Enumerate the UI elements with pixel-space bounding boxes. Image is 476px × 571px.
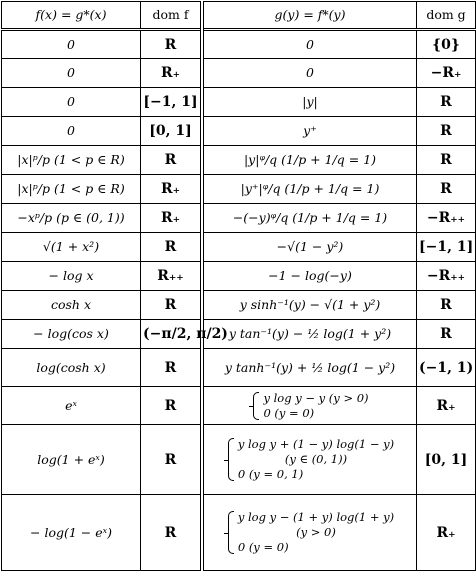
- dom-f-cell: R: [141, 425, 203, 495]
- f-cell: 0: [2, 117, 141, 146]
- header-g: g(y) = f*(y): [202, 2, 417, 30]
- piecewise-definition: [226, 510, 394, 555]
- dom-g-cell: R: [417, 117, 476, 146]
- f-cell: −xᵖ/p (p ∈ (0, 1)): [2, 204, 141, 233]
- f-cell: √(1 + x²): [2, 233, 141, 262]
- table-row: [2, 262, 476, 291]
- f-cell: log(cosh x): [2, 349, 141, 387]
- f-cell: 0: [2, 30, 141, 59]
- piecewise-definition: [251, 391, 368, 421]
- f-cell: 0: [2, 59, 141, 88]
- g-cell: −√(1 − y²): [202, 233, 417, 262]
- piecewise-line: y log y + (1 − y) log(1 − y): [237, 437, 395, 451]
- header-row: [2, 2, 476, 30]
- f-cell: eˣ: [2, 387, 141, 425]
- dom-g-cell: R: [417, 291, 476, 320]
- g-cell: y tan⁻¹(y) − ½ log(1 + y²): [202, 320, 417, 349]
- table-row: [2, 320, 476, 349]
- g-cell: |y|ᵠ/q (1/p + 1/q = 1): [202, 146, 417, 175]
- g-cell: [202, 387, 417, 425]
- dom-f-cell: R: [141, 146, 203, 175]
- g-cell: 0: [202, 59, 417, 88]
- table-row: [2, 349, 476, 387]
- g-cell: [202, 495, 417, 571]
- dom-f-cell: R₊: [141, 175, 203, 204]
- dom-g-cell: −R₊₊: [417, 204, 476, 233]
- f-cell: cosh x: [2, 291, 141, 320]
- g-cell: |y⁺|ᵠ/q (1/p + 1/q = 1): [202, 175, 417, 204]
- dom-f-cell: [−1, 1]: [141, 88, 203, 117]
- dom-f-cell: R: [141, 30, 203, 59]
- piecewise-line: y log y − (1 + y) log(1 + y): [237, 510, 395, 524]
- dom-f-cell: (−π/2, π/2): [141, 320, 203, 349]
- table-body: [2, 2, 476, 571]
- table-row: [2, 387, 476, 425]
- dom-f-cell: R₊₊: [141, 262, 203, 291]
- f-cell: |x|ᵖ/p (1 < p ∈ R): [2, 146, 141, 175]
- dom-f-cell: [0, 1]: [141, 117, 203, 146]
- dom-g-cell: R: [417, 175, 476, 204]
- piecewise-line: 0 (y = 0): [263, 405, 315, 420]
- dom-f-cell: R₊: [141, 204, 203, 233]
- dom-f-cell: R: [141, 495, 203, 571]
- dom-g-cell: R: [417, 320, 476, 349]
- conjugate-functions-table: [1, 1, 476, 571]
- header-dom-g: dom g: [417, 2, 476, 30]
- table-row: [2, 59, 476, 88]
- table-row: [2, 204, 476, 233]
- f-cell: − log(1 − eˣ): [2, 495, 141, 571]
- dom-g-cell: (−1, 1): [417, 349, 476, 387]
- f-cell: − log(cos x): [2, 320, 141, 349]
- header-dom-f: dom f: [141, 2, 203, 30]
- piecewise-line: (y > 0): [296, 525, 336, 539]
- piecewise-line: 0 (y = 0, 1): [237, 467, 304, 481]
- dom-g-cell: −R₊₊: [417, 262, 476, 291]
- g-cell: |y|: [202, 88, 417, 117]
- dom-g-cell: R: [417, 88, 476, 117]
- f-cell: 0: [2, 88, 141, 117]
- dom-f-cell: R: [141, 387, 203, 425]
- dom-g-cell: R: [417, 146, 476, 175]
- dom-g-cell: [0, 1]: [417, 425, 476, 495]
- table-row: [2, 117, 476, 146]
- dom-g-cell: [−1, 1]: [417, 233, 476, 262]
- piecewise-line: y log y − y (y > 0): [263, 390, 369, 405]
- table-row: [2, 495, 476, 571]
- g-cell: 0: [202, 30, 417, 59]
- piecewise-definition: [226, 437, 394, 482]
- f-cell: − log x: [2, 262, 141, 291]
- f-cell: |x|ᵖ/p (1 < p ∈ R): [2, 175, 141, 204]
- dom-g-cell: {0}: [417, 30, 476, 59]
- header-f: f(x) = g*(x): [2, 2, 141, 30]
- table-row: [2, 425, 476, 495]
- dom-g-cell: R₊: [417, 387, 476, 425]
- g-cell: [202, 425, 417, 495]
- g-cell: −1 − log(−y): [202, 262, 417, 291]
- dom-f-cell: R: [141, 349, 203, 387]
- table-row: [2, 88, 476, 117]
- dom-f-cell: R: [141, 233, 203, 262]
- dom-f-cell: R₊: [141, 59, 203, 88]
- table-row: [2, 30, 476, 59]
- table-row: [2, 233, 476, 262]
- g-cell: y⁺: [202, 117, 417, 146]
- dom-f-cell: R: [141, 291, 203, 320]
- table-row: [2, 175, 476, 204]
- g-cell: y sinh⁻¹(y) − √(1 + y²): [202, 291, 417, 320]
- g-cell: −(−y)ᵠ/q (1/p + 1/q = 1): [202, 204, 417, 233]
- dom-g-cell: −R₊: [417, 59, 476, 88]
- piecewise-line: 0 (y = 0): [237, 540, 289, 554]
- g-cell: y tanh⁻¹(y) + ½ log(1 − y²): [202, 349, 417, 387]
- dom-g-cell: R₊: [417, 495, 476, 571]
- f-cell: log(1 + eˣ): [2, 425, 141, 495]
- table-row: [2, 291, 476, 320]
- table-row: [2, 146, 476, 175]
- piecewise-line: (y ∈ (0, 1)): [284, 452, 348, 466]
